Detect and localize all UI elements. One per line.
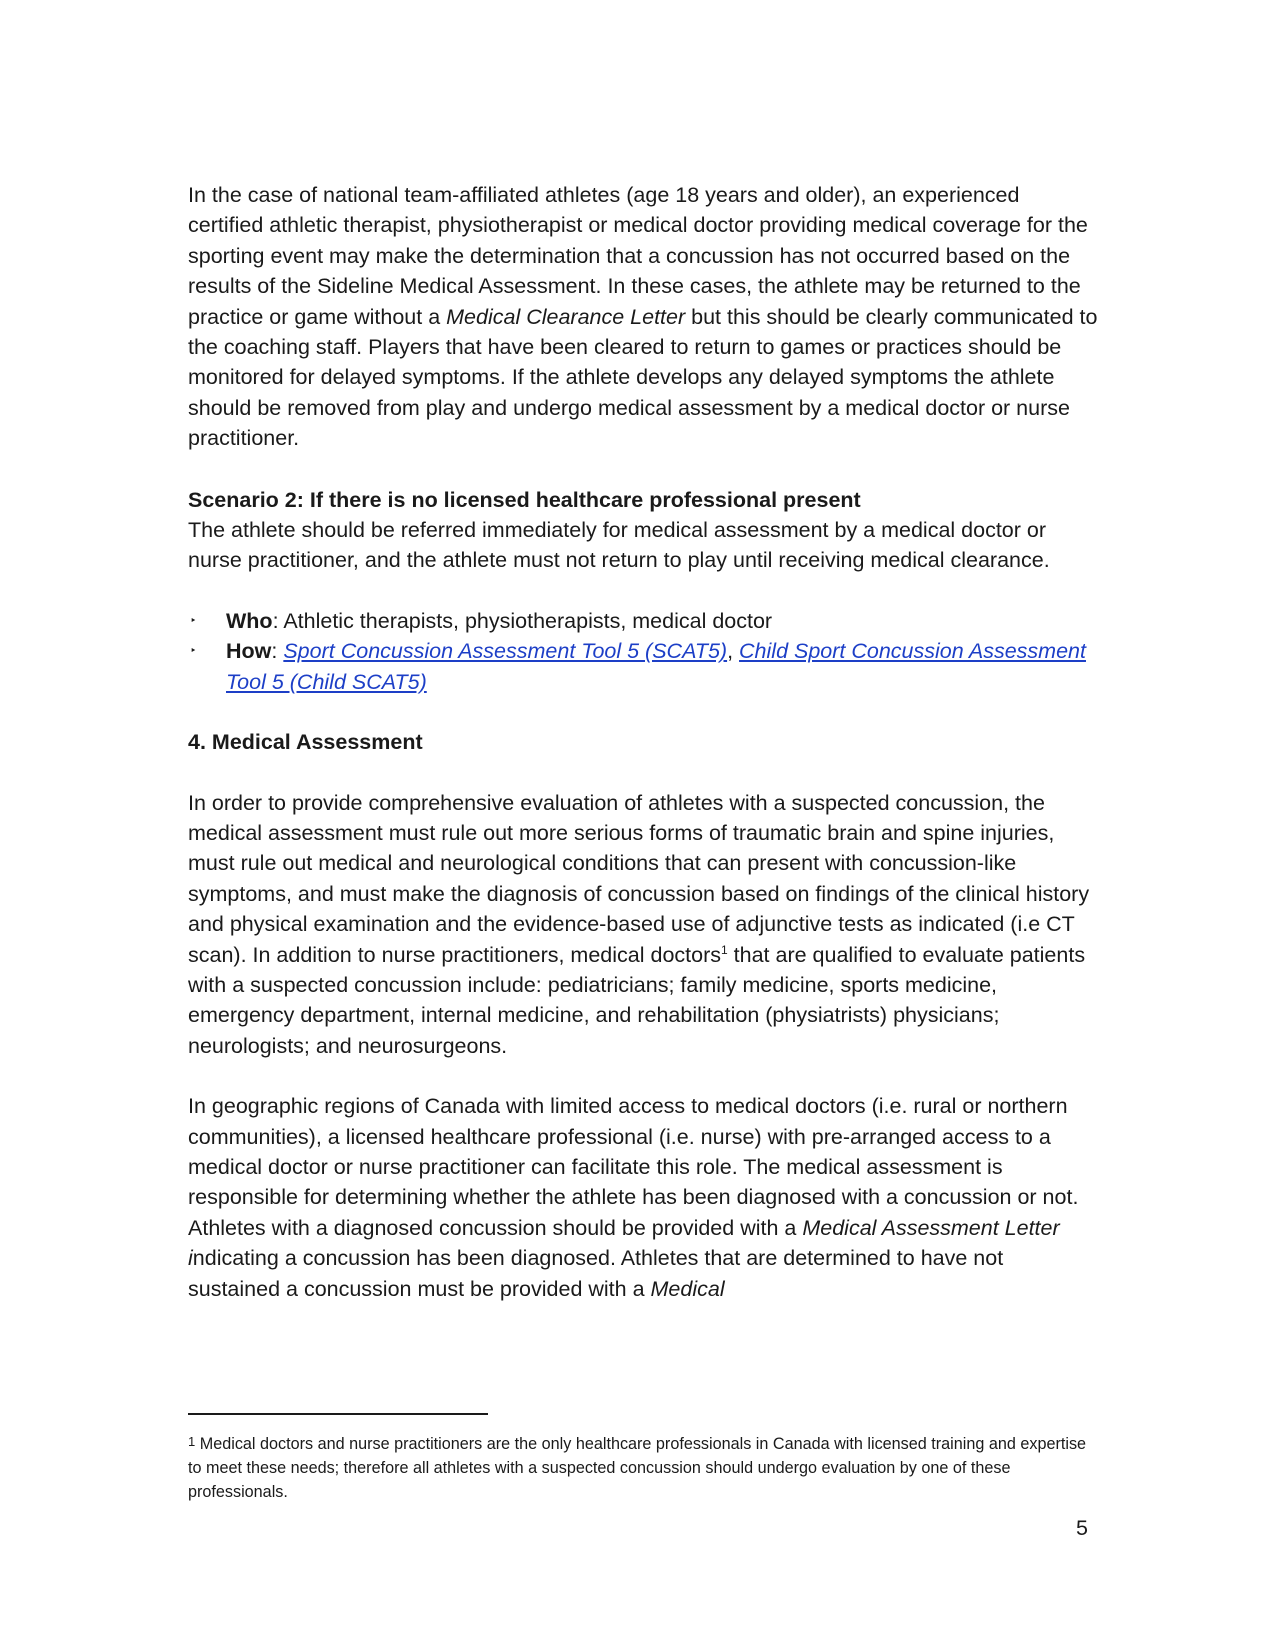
paragraph-text: ndicating a concussion has been diagnosed. Athletes that are determined to have not sustained a concussion must be provided with a: [188, 1246, 1004, 1301]
footnote-marker: 1: [188, 1434, 196, 1449]
paragraph-national-team: [188, 180, 1098, 454]
bullet-icon: ‣: [190, 645, 197, 658]
medical-clearance-letter-term: Medical Clearance Letter: [446, 304, 686, 329]
list-item-how: [188, 636, 1098, 697]
medical-assessment-paragraph-1: [188, 788, 1098, 1062]
paragraph-text: In the case of national team-affiliated athletes (age 18 years and older), an experienced certified athletic therapist, physiotherapist or medical doctor providing medical coverage for the sporting event may make the determination that a concussion has not occurred based on the results of the Sideline Medical Assessment. In these cases, the athlete may be returned to the practice or game without a: [188, 183, 1088, 329]
footnote-reference[interactable]: 1: [721, 942, 728, 957]
paragraph-text: that are qualified to evaluate patients with a suspected concussion include: pediatricians; family medicine, sports medicine, emergency department, internal medicine, and rehabilitation (physiatrists) physicians; neurologists; and neurosurgeons.: [188, 942, 1086, 1058]
footnote-divider: [188, 1413, 488, 1415]
paragraph-text: but this should be clearly communicated to the coaching staff. Players that have been cleared to return to games or practices should be monitored for delayed symptoms. If the athlete develops any delayed symptoms the athlete should be removed from play and undergo medical assessment by a medical doctor or nurse practitioner.: [188, 304, 1098, 451]
scat5-link[interactable]: Sport Concussion Assessment Tool 5 (SCAT5): [283, 639, 728, 664]
bullet-icon: ‣: [190, 614, 197, 627]
list-item-who: [188, 606, 1098, 636]
link-separator: ,: [727, 639, 740, 664]
who-text: : Athletic therapists, physiotherapists, medical doctor: [272, 608, 773, 633]
who-label: Who: [226, 608, 273, 633]
how-separator: :: [271, 639, 284, 664]
section-4-heading: 4. Medical Assessment: [188, 730, 423, 755]
how-label: How: [226, 639, 272, 664]
scenario-2-heading: Scenario 2: If there is no licensed healthcare professional present: [188, 487, 861, 512]
medical-assessment-paragraph-2: [188, 1091, 1098, 1304]
who-how-list: [188, 606, 1098, 697]
paragraph-text: In order to provide comprehensive evaluation of athletes with a suspected concussion, the medical assessment must rule out more serious forms of traumatic brain and spine injuries, must rule out medical and neurological conditions that can present with concussion-like symptoms, and must make the diagnosis of concussion based on findings of the clinical history and physical examination and the evidence-based use of adjunctive tests as indicated (i.e CT scan). In addition to nurse practitioners, medical doctors: [188, 790, 1090, 967]
scenario-2-body: The athlete should be referred immediately for medical assessment by a medical doctor or nurse practitioner, and the athlete must not return to play until receiving medical clearance.: [188, 518, 1050, 573]
medical-term: Medical: [650, 1276, 725, 1301]
medical-assessment-letter-term: Medical Assessment Letter i: [188, 1215, 1060, 1271]
footnote: [188, 1432, 1098, 1504]
footnote-text: Medical doctors and nurse practitioners are the only healthcare professionals in Canada with licensed training and expertise to meet these needs; therefore all athletes with a suspected concussion should undergo evaluation by one of these professionals.: [188, 1435, 1087, 1501]
page-number: 5: [1076, 1516, 1088, 1540]
page-content: [188, 180, 1098, 1304]
child-scat5-link[interactable]: Child Sport Concussion Assessment Tool 5 (Child SCAT5): [226, 639, 1086, 694]
paragraph-text: In geographic regions of Canada with limited access to medical doctors (i.e. rural or northern communities), a licensed healthcare professional (i.e. nurse) with pre-arranged access to a medical doctor or nurse practitioner can facilitate this role. The medical assessment is responsible for determining whether the athlete has been diagnosed with a concussion or not. Athletes with a diagnosed concussion should be provided with a: [188, 1094, 1079, 1240]
